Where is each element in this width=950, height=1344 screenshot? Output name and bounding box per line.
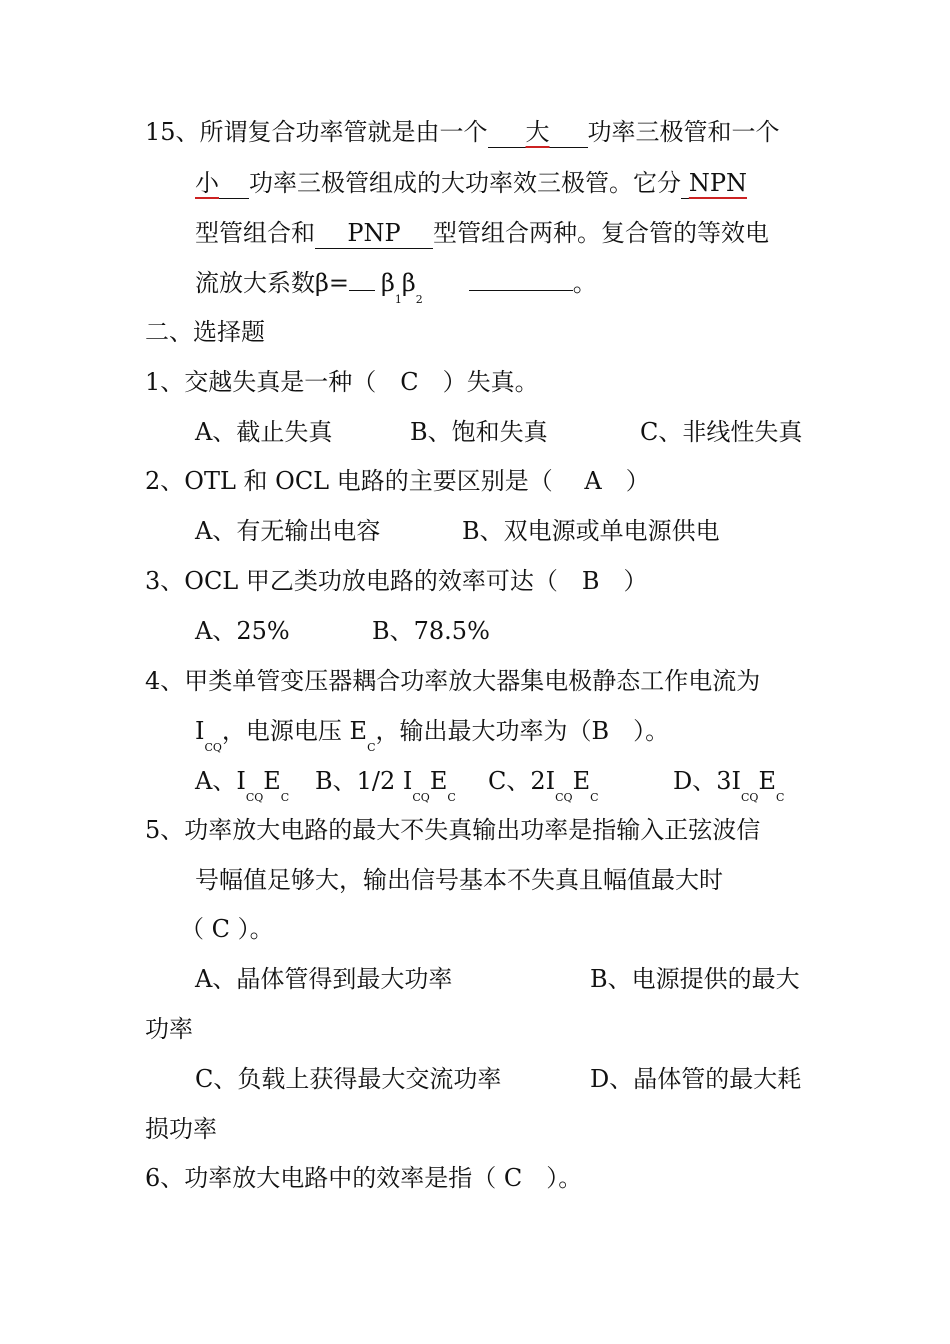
blank-1: 大 <box>488 117 588 148</box>
q3-stem: 3、OCL 甲乙类功放电路的效率可达（ B ） <box>145 567 648 595</box>
q15-line-1: 15、所谓复合功率管就是由一个 大 功率三极管和一个 <box>145 118 780 146</box>
blank-5a <box>349 290 375 291</box>
q3-opt-b: B、78.5% <box>372 617 490 645</box>
q1-opt-a: A、截止失真 <box>195 418 333 446</box>
q5-opt-c: C、负载上获得最大交流功率 <box>195 1065 502 1093</box>
q4-opt-d: D、$3I_{CQ}E_C$ <box>673 767 785 804</box>
q3-opt-a: A、25% <box>195 617 290 645</box>
q1-opt-c: C、非线性失真 <box>640 418 803 446</box>
q5-stem-2: 号幅值足够大，输出信号基本不失真且幅值最大时 <box>195 866 723 894</box>
section-heading: 二、选择题 <box>145 318 265 346</box>
q2-stem: 2、OTL 和 OCL 电路的主要区别是（ A ） <box>145 467 650 495</box>
q5-opt-b: B、电源提供的最大 <box>590 965 800 993</box>
q1-opt-b: B、饱和失真 <box>410 418 548 446</box>
blank-5b <box>469 290 573 291</box>
q5-opt-d-cont: 损功率 <box>145 1115 217 1143</box>
q4-opt-a: A、$I_{CQ}E_C$ <box>195 767 290 804</box>
q15-line-2: 小 功率三极管组成的大功率效三极管。它分 NPN <box>195 169 747 197</box>
q6-stem: 6、功率放大电路中的效率是指（ C ）。 <box>145 1164 583 1192</box>
blank-4: PNP <box>315 218 433 249</box>
q4-opt-c: C、$2I_{CQ}E_C$ <box>488 767 599 804</box>
q15-line-4: 流放大系数$\beta= \beta_1\beta_2$。 <box>195 269 597 306</box>
q5-opt-b-cont: 功率 <box>145 1015 193 1043</box>
blank-2: 小 <box>195 168 249 199</box>
q4-stem-2: $I_{CQ}$，电源电压 $E_C$，输出最大功率为（B ）。 <box>195 717 670 754</box>
q4-stem-1: 4、甲类单管变压器耦合功率放大器集电极静态工作电流为 <box>145 667 761 695</box>
q5-opt-a: A、晶体管得到最大功率 <box>195 965 453 993</box>
q4-opt-b: B、1/2 $I_{CQ}E_C$ <box>315 767 456 804</box>
blank-3: NPN <box>681 168 747 199</box>
q5-stem-3: （ C ）。 <box>180 915 274 943</box>
q5-opt-d: D、晶体管的最大耗 <box>590 1065 802 1093</box>
q2-opt-b: B、双电源或单电源供电 <box>462 517 720 545</box>
q5-stem-1: 5、功率放大电路的最大不失真输出功率是指输入正弦波信 <box>145 816 761 844</box>
q2-opt-a: A、有无输出电容 <box>195 517 381 545</box>
q1-stem: 1、交越失真是一种（ C ）失真。 <box>145 368 539 396</box>
q15-line-3: 型管组合和 PNP 型管组合两种。复合管的等效电 <box>195 219 769 247</box>
